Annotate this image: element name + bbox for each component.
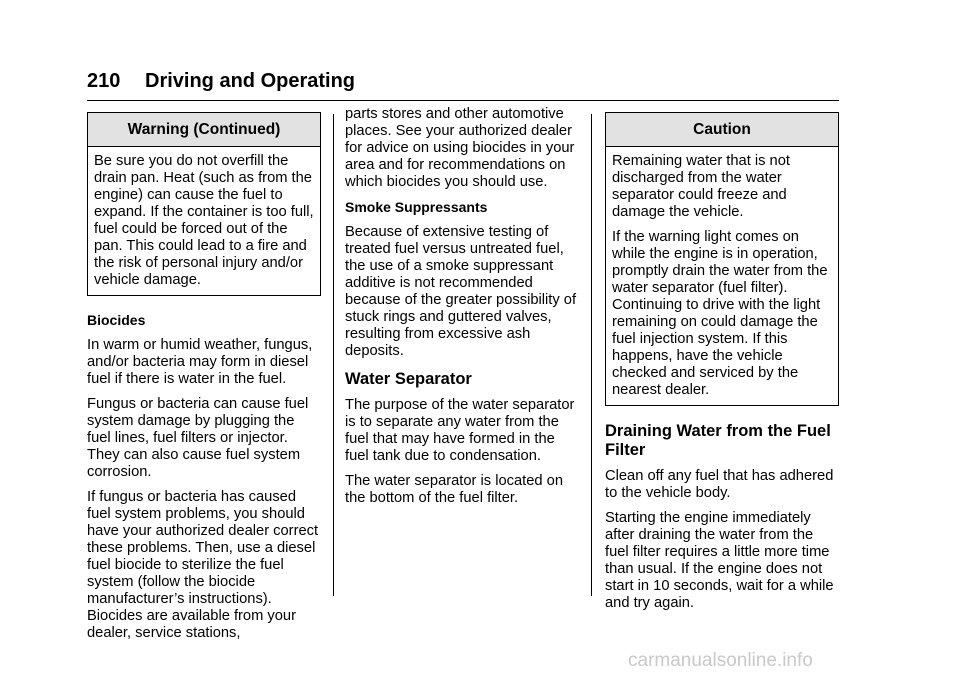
column-1 — [87, 112, 321, 650]
caution-text: If the warning light comes on while the engine is in operation, promptly drain the water from the water separator (fuel filter). Continuing to drive with the light remaining on could damage the fuel injection system. If this happens, have the vehicle checked and serviced by the nearest dealer. — [612, 229, 828, 398]
caution-text: Remaining water that is not discharged from the water separator could freeze and damage the vehicle. — [612, 153, 790, 220]
smoke-suppressants-heading: Smoke Suppressants — [345, 199, 488, 215]
watermark: carmanualsonline.info — [628, 650, 813, 671]
caution-title: Caution — [606, 113, 838, 147]
section-title: Driving and Operating — [145, 70, 356, 92]
column-3 — [605, 112, 839, 620]
water-separator-heading: Water Separator — [345, 370, 472, 388]
column-divider — [591, 114, 592, 596]
biocides-heading: Biocides — [87, 312, 146, 328]
paragraph: parts stores and other automotive places. See your authorized dealer for advice on using biocides in your area and for recommendations on which biocides you should use. — [345, 106, 575, 190]
paragraph: Fungus or bacteria can cause fuel system damage by plugging the fuel lines, fuel filters or injector. They can also cause fuel system corrosion. — [87, 396, 309, 480]
caution-box — [605, 112, 839, 406]
column-2 — [345, 106, 581, 515]
paragraph: In warm or humid weather, fungus, and/or bacteria may form in diesel fuel if there is water in the fuel. — [87, 337, 313, 387]
warning-box — [87, 112, 321, 296]
warning-text: Be sure you do not overfill the drain pan. Heat (such as from the engine) can cause the fuel to expand. If the container is too full, fuel could be forced out of the pan. This could lead to a fire and the risk of personal injury and/or vehicle damage. — [94, 153, 314, 288]
paragraph: If fungus or bacteria has caused fuel system problems, you should have your authorized dealer correct these problems. Then, use a diesel fuel biocide to sterilize the fuel system (follow the biocide manufacturer’s instructions). Biocides are available from your dealer, service stations, — [87, 489, 319, 641]
draining-water-heading: Draining Water from the Fuel Filter — [605, 422, 831, 459]
paragraph: Because of extensive testing of treated fuel versus untreated fuel, the use of a smoke suppressant additive is not recommended because of the greater possibility of stuck rings and guttered valves, resulting from excessive ash deposits. — [345, 224, 577, 359]
warning-title: Warning (Continued) — [88, 113, 320, 147]
column-divider — [333, 114, 334, 596]
page-number: 210 — [87, 70, 121, 92]
paragraph: The purpose of the water separator is to separate any water from the fuel that may have formed in the fuel tank due to condensation. — [345, 397, 575, 464]
paragraph: The water separator is located on the bottom of the fuel filter. — [345, 473, 563, 506]
paragraph: Clean off any fuel that has adhered to the vehicle body. — [605, 468, 834, 501]
paragraph: Starting the engine immediately after draining the water from the fuel filter requires a little more time than usual. If the engine does not start in 10 seconds, wait for a while and try again. — [605, 510, 834, 611]
page-header — [87, 70, 839, 101]
